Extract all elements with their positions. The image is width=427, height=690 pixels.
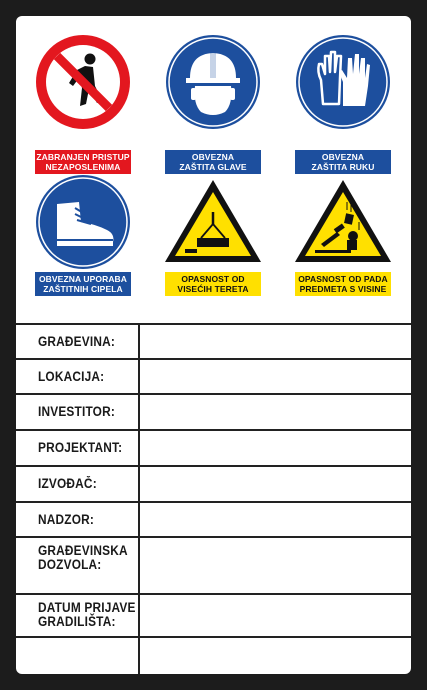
sign-head-protection [157, 34, 269, 172]
project-info-table [16, 323, 411, 674]
sign-label: OBVEZNA ZAŠTITA RUKU [295, 150, 391, 174]
table-row [16, 393, 411, 429]
row-label-datum-prijave: DATUM PRIJAVE GRADILIŠTA: [38, 600, 136, 629]
table-column-divider [138, 323, 140, 674]
sign-label: ZABRANJEN PRISTUP NEZAPOSLENIMA [36, 152, 130, 172]
sign-no-entry [27, 34, 139, 172]
table-row [16, 465, 411, 501]
row-label-lokacija: LOKACIJA: [38, 369, 105, 384]
table-row [16, 536, 411, 593]
no-pedestrian-icon [35, 34, 131, 130]
suspended-load-icon [163, 178, 263, 266]
sign-label: OBVEZNA ZAŠTITA GLAVE [165, 150, 261, 174]
table-row [16, 593, 411, 637]
construction-site-board [16, 16, 411, 674]
sign-label: OPASNOST OD PADA PREDMETA S VISINE [295, 272, 391, 296]
row-label-gradevina: GRAĐEVINA: [38, 334, 116, 349]
gloves-icon [295, 34, 391, 130]
sign-foot-protection [27, 174, 139, 294]
row-label-gradevinska-dozvola: GRAĐEVINSKA DOZVOLA: [38, 543, 128, 572]
table-row [16, 429, 411, 465]
sign-suspended-load [157, 178, 269, 294]
sign-label: OPASNOST OD VISEĆIH TERETA [165, 272, 261, 296]
row-label-investitor: INVESTITOR: [38, 404, 115, 419]
row-label-izvodac: IZVOĐAČ: [38, 476, 97, 491]
sign-falling-objects [287, 178, 399, 294]
table-row [16, 636, 411, 674]
table-row [16, 358, 411, 394]
table-row [16, 323, 411, 359]
hard-hat-icon [165, 34, 261, 130]
safety-boot-icon [35, 174, 131, 270]
sign-hand-protection [287, 34, 399, 172]
row-label-projektant: PROJEKTANT: [38, 440, 123, 455]
falling-objects-icon [293, 178, 393, 266]
table-row [16, 501, 411, 537]
row-label-nadzor: NADZOR: [38, 512, 95, 527]
sign-label: OBVEZNA UPORABA ZAŠTITNIH CIPELA [35, 272, 131, 296]
